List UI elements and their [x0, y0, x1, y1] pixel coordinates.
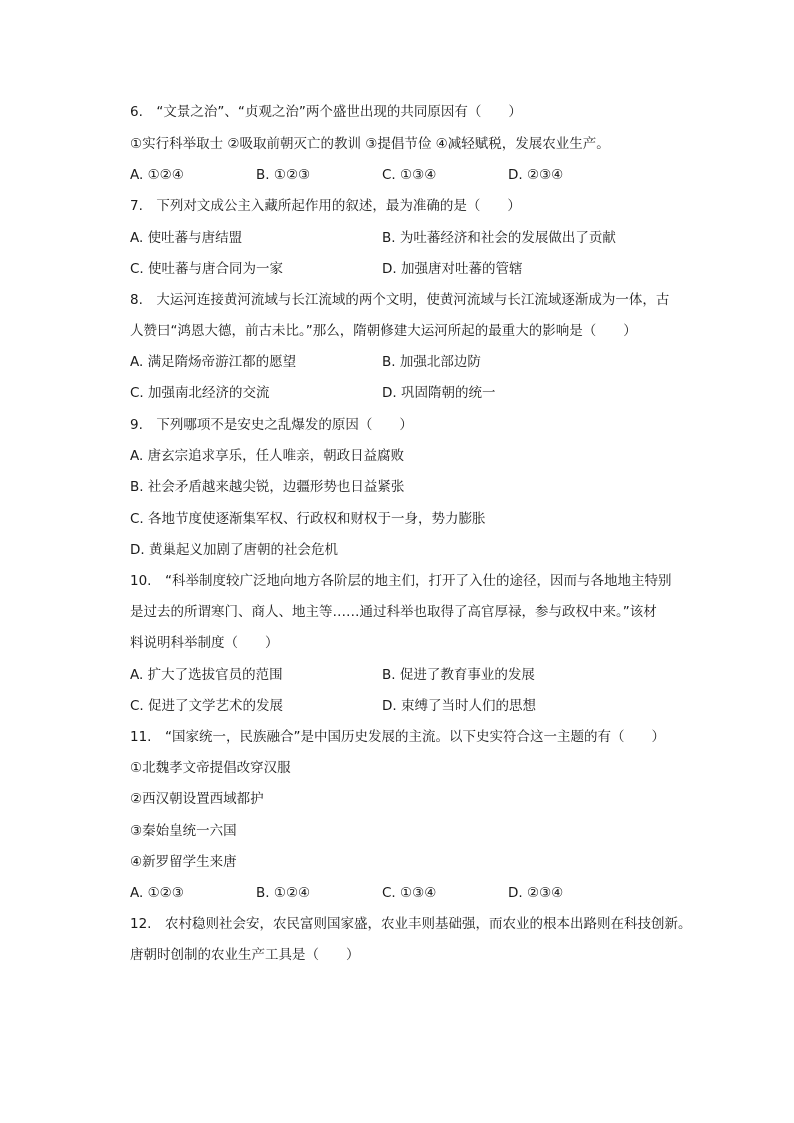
- option-d: D. 巩固隋朝的统一: [382, 385, 496, 401]
- question-10-options-row1: [130, 666, 730, 684]
- option-a: A. ①②③: [130, 885, 184, 901]
- question-11-statement-3: ③秦始皇统一六国: [130, 823, 237, 839]
- option-d: D. ②③④: [508, 885, 564, 901]
- option-c: C. ①③④: [382, 885, 437, 901]
- question-8-stem-line1: 8. 大运河连接黄河流域与长江流域的两个文明，使黄河流域与长江流域逐渐成为一体，古: [130, 292, 670, 308]
- option-c: C. 使吐蕃与唐合同为一家: [130, 261, 284, 277]
- question-7-options-row2: [130, 260, 730, 278]
- option-d: D. 束缚了当时人们的思想: [382, 698, 536, 714]
- question-9-option-a: A. 唐玄宗追求享乐，任人唯亲，朝政日益腐败: [130, 448, 405, 464]
- question-11-stem: 11. “国家统一，民族融合”是中国历史发展的主流。以下史实符合这一主题的有（ ）: [130, 729, 665, 745]
- question-10-stem-line1: 10. “科举制度较广泛地向地方各阶层的地主们，打开了入仕的途径，因而与各地地主特别: [130, 573, 672, 589]
- question-8-options-row2: [130, 384, 730, 402]
- question-9-option-b: B. 社会矛盾越来越尖锐，边疆形势也日益紧张: [130, 479, 405, 495]
- option-b: B. 为吐蕃经济和社会的发展做出了贡献: [382, 230, 616, 246]
- option-c: C. ①③④: [382, 167, 437, 183]
- option-a: A. ①②④: [130, 167, 184, 183]
- question-7-stem: 7. 下列对文成公主入藏所起作用的叙述，最为准确的是（ ）: [130, 198, 521, 214]
- question-11-statement-2: ②西汉朝设置西域都护: [130, 791, 264, 807]
- question-8-stem-line2: 人赞曰“鸿恩大德，前古未比。”那么，隋朝修建大运河所起的最重大的影响是（ ）: [130, 323, 637, 339]
- option-d: D. 加强唐对吐蕃的管辖: [382, 261, 523, 277]
- question-6-stem: 6. “文景之治”、“贞观之治”两个盛世出现的共同原因有（ ）: [130, 104, 522, 120]
- question-9-stem: 9. 下列哪项不是安史之乱爆发的原因（ ）: [130, 417, 413, 433]
- question-10-stem-line2: 是过去的所谓寒门、商人、地主等……通过科举也取得了高官厚禄，参与政权中来。”该材: [130, 604, 657, 620]
- question-12-stem-line1: 12. 农村稳则社会安，农民富则国家盛，农业丰则基础强，而农业的根本出路则在科技创新。: [130, 916, 692, 932]
- question-10-stem-line3: 料说明科举制度（ ）: [130, 635, 279, 651]
- question-8-options-row1: [130, 353, 730, 371]
- question-11-options: [130, 884, 730, 902]
- option-d: D. ②③④: [508, 167, 564, 183]
- question-7-options-row1: [130, 229, 730, 247]
- option-b: B. 促进了教育事业的发展: [382, 667, 535, 683]
- option-c: C. 促进了文学艺术的发展: [130, 698, 284, 714]
- option-b: B. ①②③: [256, 167, 311, 183]
- option-c: C. 加强南北经济的交流: [130, 385, 270, 401]
- option-a: A. 满足隋炀帝游江都的愿望: [130, 354, 297, 370]
- option-b: B. 加强北部边防: [382, 354, 481, 370]
- question-6-options: [130, 166, 730, 184]
- option-b: B. ①②④: [256, 885, 311, 901]
- option-a: A. 使吐蕃与唐结盟: [130, 230, 243, 246]
- question-11-statement-1: ①北魏孝文帝提倡改穿汉服: [130, 760, 291, 776]
- question-10-options-row2: [130, 697, 730, 715]
- question-9-option-d: D. 黄巢起义加剧了唐朝的社会危机: [130, 542, 338, 558]
- question-11-statement-4: ④新罗留学生来唐: [130, 854, 237, 870]
- question-9-option-c: C. 各地节度使逐渐集军权、行政权和财权于一身，势力膨胀: [130, 511, 486, 527]
- question-12-stem-line2: 唐朝时创制的农业生产工具是（ ）: [130, 947, 360, 963]
- option-a: A. 扩大了选拔官员的范围: [130, 667, 283, 683]
- question-6-statements: ①实行科举取士 ②吸取前朝灭亡的教训 ③提倡节俭 ④减轻赋税，发展农业生产。: [130, 136, 610, 152]
